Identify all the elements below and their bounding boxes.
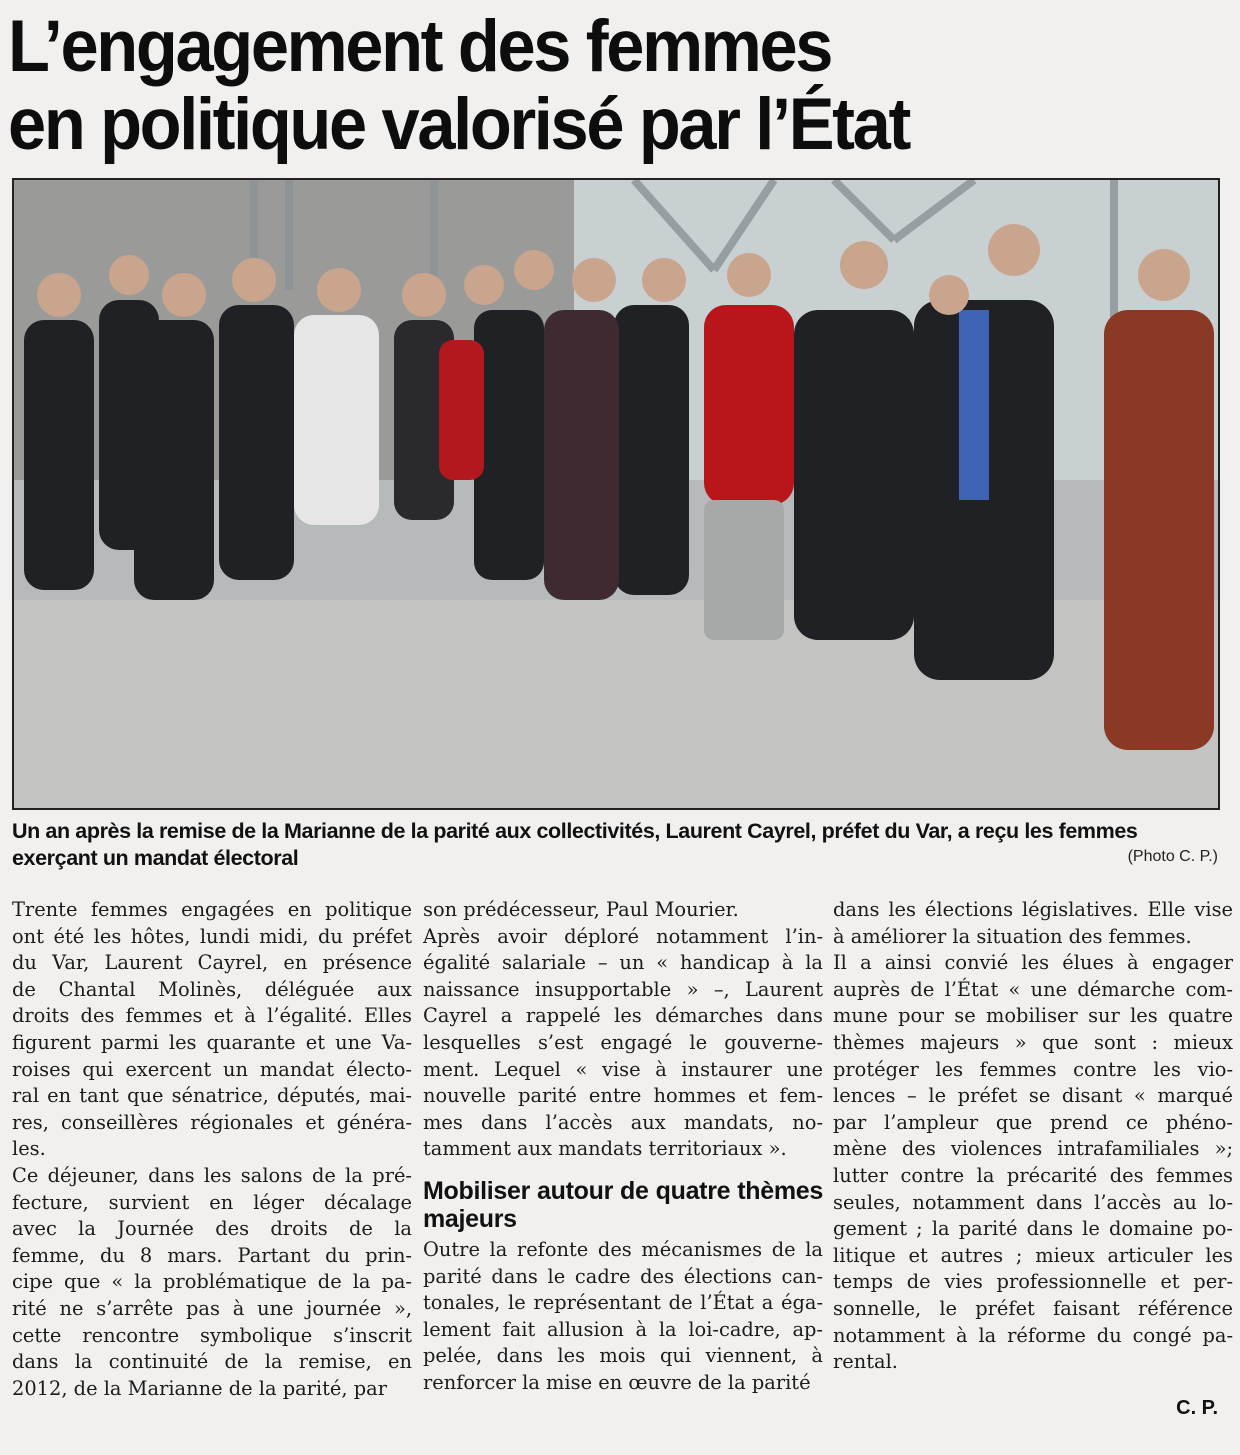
text-line: Cayrel a rappelé les démarches dans [423,1004,823,1028]
text-line: renforcer la mise en œuvre de la parité [423,1370,811,1394]
text-line: tonales, le représentant de l’État a éga- [423,1291,823,1315]
text-line: 2012, de la Marianne de la parité, par [12,1376,387,1400]
text-line: figurent parmi les quarante et une Va- [12,1030,412,1054]
text-line: fecture, survient en léger décalage [12,1190,412,1214]
column-3-text [833,897,1233,1376]
column-2-text-bottom [423,1237,823,1397]
text-line: rité ne s’arrête pas à une journée », [12,1296,412,1320]
text-line: res, conseillères régionales et généra- [12,1110,412,1134]
text-line: nouvelle parité entre hommes et fem- [423,1084,823,1108]
text-line: seules, notamment dans l’accès au lo- [833,1190,1233,1214]
text-line: pelée, dans les mois qui viennent, à [423,1344,823,1368]
text-line: cette rencontre symbolique s’inscrit [12,1323,412,1347]
text-line: ment. Lequel « vise à instaurer une [423,1057,823,1081]
subheading: Mobiliser autour de quatre thèmes majeurs [423,1176,823,1233]
photo-credit: (Photo C. P.) [1127,848,1218,865]
text-line: dans la continuité de la remise, en [12,1350,412,1374]
text-line: temps de vies professionnelle et per- [833,1270,1233,1294]
text-line: sonnelle, le préfet faisant référence [833,1296,1233,1320]
text-line: auprès de l’État « une démarche com- [833,977,1233,1001]
column-2-text-top [423,897,823,1163]
headline-line-1: L’engagement des femmes [8,6,832,87]
text-line: femme, du 8 mars. Partant du prin- [12,1243,412,1267]
text-line: les. [12,1137,46,1161]
article-column-1 [12,897,412,1402]
text-line: son prédécesseur, Paul Mourier. [423,898,739,921]
text-line: roises qui exercent un mandat électo- [12,1057,412,1081]
text-line: de Chantal Molinès, déléguée aux [12,977,412,1001]
text-line: naissance insupportable » –, Laurent [423,977,823,1001]
text-line: ral en tant que sénatrice, députés, mai- [12,1084,412,1108]
text-line: notamment à la réforme du congé pa- [833,1323,1233,1347]
text-line: Il a ainsi convié les élues à engager [833,951,1233,975]
text-line: cipe que « la problématique de la pa- [12,1270,412,1294]
text-line: lutter contre la précarité des femmes [833,1163,1233,1187]
headline-line-2: en politique valorisé par l’État [8,84,909,165]
article-column-3 [833,897,1233,1376]
text-line: à améliorer la situation des femmes. [833,924,1192,948]
text-line: tamment aux mandats territoriaux ». [423,1137,787,1161]
author-signature: C. P. [1176,1397,1218,1419]
text-line: parité dans le cadre des élections can- [423,1264,823,1288]
text-line: Après avoir déploré notamment l’in- [423,924,823,948]
text-line: égalité salariale – un « handicap à la [423,951,823,975]
column-1-text [12,897,412,1402]
photo-caption: Un an après la remise de la Marianne de la parité aux collectivités, Laurent Cayrel, préfet du Var, a reçu les femmes exerçant un mandat électoral [12,819,1138,870]
text-line: Trente femmes engagées en politique [12,898,412,921]
article-column-2 [423,897,823,1397]
text-line: Outre la refonte des mécanismes de la [423,1237,823,1261]
text-line: dans les élections législatives. Elle vise [833,898,1233,921]
text-line: du Var, Laurent Cayrel, en présence [12,951,412,975]
group-photo-illustration [14,180,1218,808]
headline [8,8,1155,164]
text-line: protéger les femmes contre les vio- [833,1057,1233,1081]
text-line: lences – le préfet se disant « marqué [833,1084,1233,1108]
text-line: mune pour se mobiliser sur les quatre [833,1004,1233,1028]
text-line: mes dans l’accès aux mandats, no- [423,1110,823,1134]
text-line: lesquelles s’est engagé le gouverne- [423,1030,823,1054]
text-line: rental. [833,1350,898,1374]
group-photo [12,178,1220,810]
text-line: Ce déjeuner, dans les salons de la pré- [12,1163,412,1187]
text-line: ont été les hôtes, lundi midi, du préfet [12,924,412,948]
text-line: gement ; la parité dans le domaine po- [833,1217,1233,1241]
text-line: par l’ampleur que prend ce phéno- [833,1110,1233,1134]
text-line: mène des violences intrafamiliales »; [833,1137,1233,1161]
text-line: droits des femmes et à l’égalité. Elles [12,1004,412,1028]
text-line: thèmes majeurs » que sont : mieux [833,1030,1233,1054]
text-line: lement fait allusion à la loi-cadre, ap- [423,1317,823,1341]
text-line: litique et autres ; mieux articuler les [833,1243,1233,1267]
text-line: avec la Journée des droits de la [12,1217,412,1241]
